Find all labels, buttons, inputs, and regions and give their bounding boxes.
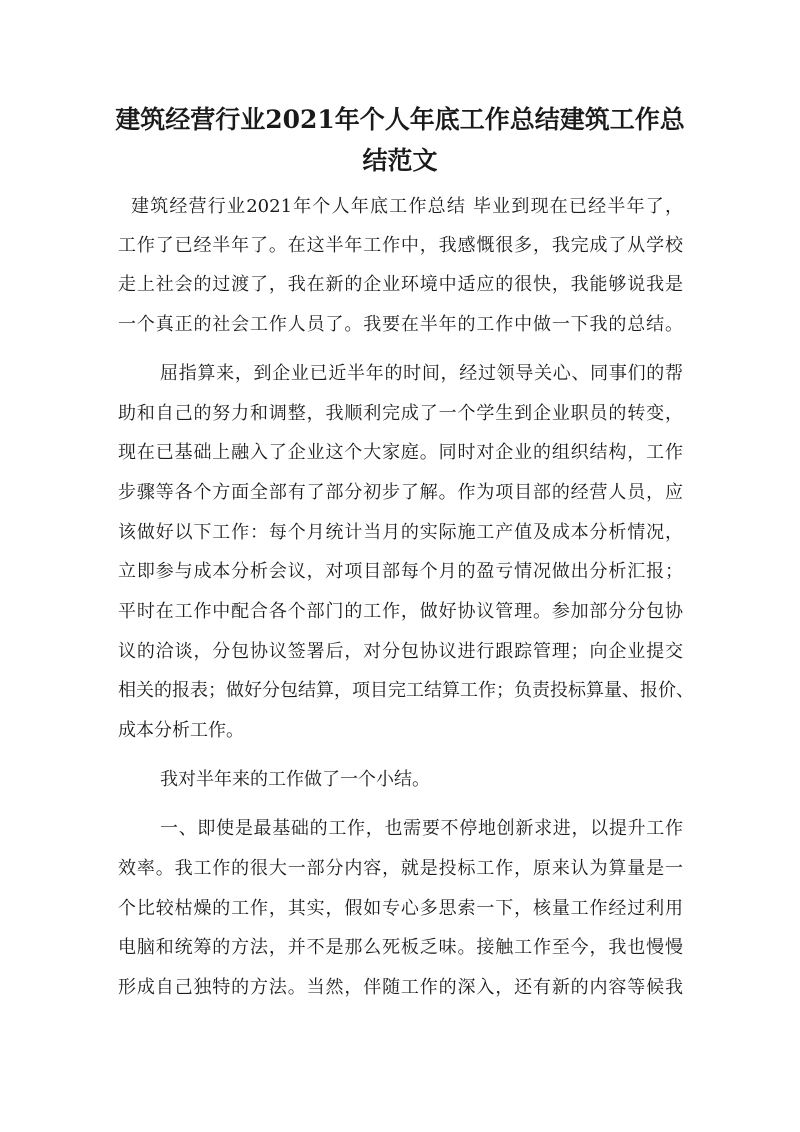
paragraph-line: 现在已基础上融入了企业这个大家庭。同时对企业的组织结构，工作 bbox=[118, 442, 683, 463]
paragraph-line: 平时在工作中配合各个部门的工作，做好协议管理。参加部分分包协 bbox=[118, 601, 683, 622]
document-title-line-1: 建筑经营行业2021年个人年底工作总结建筑工作总 bbox=[115, 105, 685, 134]
paragraph-line: 建筑经营行业2021年个人年底工作总结 毕业到现在已经半年了， bbox=[131, 196, 683, 217]
paragraph-line: 工作了已经半年了。在这半年工作中，我感慨很多，我完成了从学校 bbox=[118, 235, 683, 256]
paragraph-line: 立即参与成本分析会议，对项目部每个月的盈亏情况做出分析汇报； bbox=[118, 561, 683, 582]
paragraph-line: 相关的报表；做好分包结算，项目完工结算工作；负责投标算量、报价、 bbox=[118, 680, 694, 701]
document-title-line-2: 结范文 bbox=[362, 146, 438, 175]
paragraph-line: 议的洽谈，分包协议签署后，对分包协议进行跟踪管理；向企业提交 bbox=[118, 641, 683, 662]
paragraph-line: 成本分析工作。 bbox=[118, 720, 244, 741]
paragraph-line: 形成自己独特的方法。当然，伴随工作的深入，还有新的内容等候我 bbox=[118, 977, 683, 998]
paragraph-line: 电脑和统筹的方法，并不是那么死板乏味。接触工作至今，我也慢慢 bbox=[118, 937, 683, 958]
paragraph-line: 一、即使是最基础的工作，也需要不停地创新求进，以提升工作 bbox=[160, 818, 683, 839]
paragraph-line: 走上社会的过渡了，我在新的企业环境中适应的很快，我能够说我是 bbox=[118, 274, 683, 295]
paragraph-line: 我对半年来的工作做了一个小结。 bbox=[160, 769, 430, 790]
paragraph-line: 屈指算来，到企业已近半年的时间，经过领导关心、同事们的帮 bbox=[160, 363, 683, 384]
paragraph-line: 助和自己的努力和调整，我顺利完成了一个学生到企业职员的转变， bbox=[118, 403, 683, 424]
paragraph-line: 个比较枯燥的工作，其实，假如专心多思索一下，核量工作经过利用 bbox=[118, 898, 683, 919]
paragraph-line: 一个真正的社会工作人员了。我要在半年的工作中做一下我的总结。 bbox=[118, 314, 683, 335]
paragraph-line: 效率。我工作的很大一部分内容，就是投标工作，原来认为算量是一 bbox=[118, 858, 683, 879]
paragraph-line: 该做好以下工作：每个月统计当月的实际施工产值及成本分析情况， bbox=[118, 522, 683, 543]
paragraph-line: 步骤等各个方面全部有了部分初步了解。作为项目部的经营人员，应 bbox=[118, 482, 683, 503]
